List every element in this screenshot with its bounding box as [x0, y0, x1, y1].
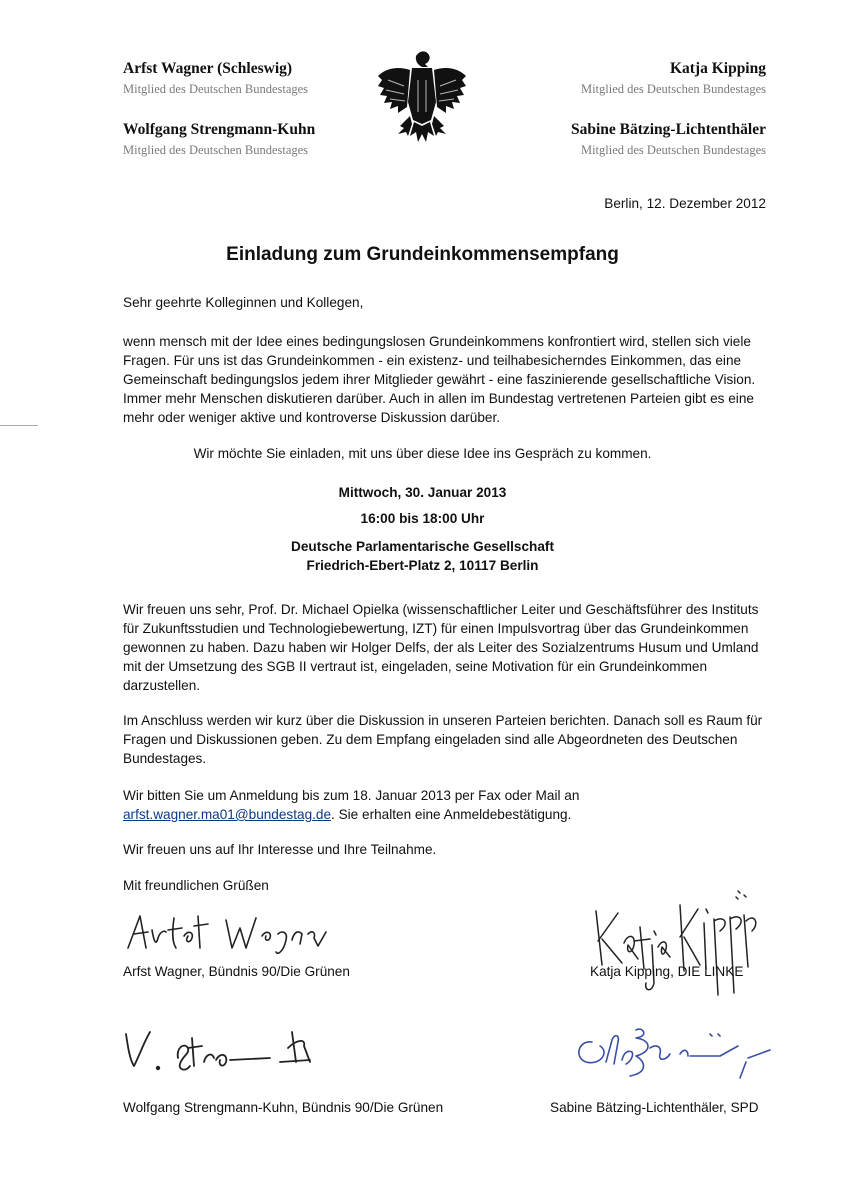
- salutation: Sehr geehrte Kolleginnen und Kollegen,: [123, 295, 364, 310]
- text-fragment: . Sie erhalten eine Anmeldebestätigung.: [331, 807, 572, 822]
- letter-date: Berlin, 12. Dezember 2012: [604, 196, 766, 211]
- signature-baetzing-lichtenthaeler: [570, 1016, 776, 1090]
- closing-interest: Wir freuen uns auf Ihr Interesse und Ihre Teilnahme.: [123, 842, 437, 857]
- member-role: Mitglied des Deutschen Bundestages: [123, 143, 309, 157]
- bundestag-eagle-icon: [376, 50, 468, 150]
- member-role: Mitglied des Deutschen Bundestages: [580, 143, 766, 157]
- event-date: Mittwoch, 30. Januar 2013: [338, 485, 507, 500]
- registration-email-link[interactable]: arfst.wagner.ma01@bundestag.de: [123, 807, 332, 822]
- letterhead-member-3: [581, 60, 766, 97]
- letterhead-member-1: [123, 60, 308, 97]
- signature-arfst-wagner: [122, 908, 332, 960]
- member-name: Sabine Bätzing-Lichtenthäler: [570, 121, 766, 138]
- member-role: Mitglied des Deutschen Bundestages: [123, 82, 309, 96]
- letter-title: Einladung zum Grundeinkommensempfang: [226, 244, 619, 265]
- signature-label-kipping: Katja Kipping, DIE LINKE: [590, 964, 744, 979]
- text-line: für Zukunftsstudien und Technologiebewertung, IZT) für einen Impulsvortrag über das Grundeinkommen: [123, 621, 749, 636]
- text-line: Gemeinschaft bedingungslos jedem ihrer Mitglieder gewährt - eine faszinierende gesellschaftliche Vision.: [123, 372, 756, 387]
- speakers-paragraph: [123, 600, 768, 695]
- text-line: Wir bitten Sie um Anmeldung bis zum 18. Januar 2013 per Fax oder Mail an: [123, 788, 580, 803]
- letterhead-member-2: [123, 121, 315, 158]
- text-line: mit der Umsetzung des SGB II vertraut ist, eingeladen, seine Motivation für ein Grundeinkommen: [123, 659, 708, 674]
- member-name: Arfst Wagner (Schleswig): [123, 60, 293, 77]
- event-address: Friedrich-Ebert-Platz 2, 10117 Berlin: [306, 558, 539, 573]
- text-line: gewonnen zu haben. Dazu haben wir Holger Delfs, der als Leiter des Sozialzentrums Husum und Umland: [123, 640, 759, 655]
- text-line: Immer mehr Menschen diskutieren darüber. Auch in allen im Bundestag vertretenen Parteien gibt es eine: [123, 391, 754, 406]
- registration-paragraph: [123, 786, 768, 824]
- invite-line: Wir möchte Sie einladen, mit uns über diese Idee ins Gespräch zu kommen.: [193, 446, 652, 461]
- event-venue: Deutsche Parlamentarische Gesellschaft: [291, 539, 554, 554]
- text-line: darzustellen.: [123, 678, 201, 693]
- member-name: Katja Kipping: [669, 60, 766, 77]
- text-line: mehr oder weniger aktive und kontroverse Diskussion darüber.: [123, 410, 501, 425]
- letterhead-member-4: [571, 121, 766, 158]
- member-name: Wolfgang Strengmann-Kuhn: [123, 121, 316, 138]
- text-line: wenn mensch mit der Idee eines bedingungslosen Grundeinkommens konfrontiert wird, stellen sich viele: [123, 334, 751, 349]
- signature-label-strengmann-kuhn: Wolfgang Strengmann-Kuhn, Bündnis 90/Die Grünen: [123, 1100, 444, 1115]
- signature-label-baetzing-lichtenthaeler: Sabine Bätzing-Lichtenthäler, SPD: [550, 1100, 759, 1115]
- text-line: Wir freuen uns sehr, Prof. Dr. Michael Opielka (wissenschaftlicher Leiter und Geschäftsführer des Instituts: [123, 602, 759, 617]
- closing: Mit freundlichen Grüßen: [123, 878, 269, 893]
- text-line: [123, 805, 768, 824]
- signature-label-wagner: Arfst Wagner, Bündnis 90/Die Grünen: [123, 964, 350, 979]
- signature-strengmann-kuhn: [120, 1022, 330, 1078]
- text-line: Fragen und Diskussionen geben. Zu dem Empfang eingeladen sind alle Abgeordneten des Deutschen: [123, 732, 738, 747]
- text-line: Bundestages.: [123, 751, 207, 766]
- signature-katja-kipping: [588, 883, 768, 1003]
- member-role: Mitglied des Deutschen Bundestages: [580, 82, 766, 96]
- event-time: 16:00 bis 18:00 Uhr: [360, 511, 485, 526]
- fold-mark: [0, 425, 38, 426]
- text-line: Fragen. Für uns ist das Grundeinkommen - ein existenz- und teilhabesicherndes Einkommen, das eine: [123, 353, 742, 368]
- text-line: Im Anschluss werden wir kurz über die Diskussion in unseren Parteien berichten. Danach soll es Raum für: [123, 713, 763, 728]
- intro-paragraph: [123, 332, 768, 427]
- followup-paragraph: [123, 711, 768, 768]
